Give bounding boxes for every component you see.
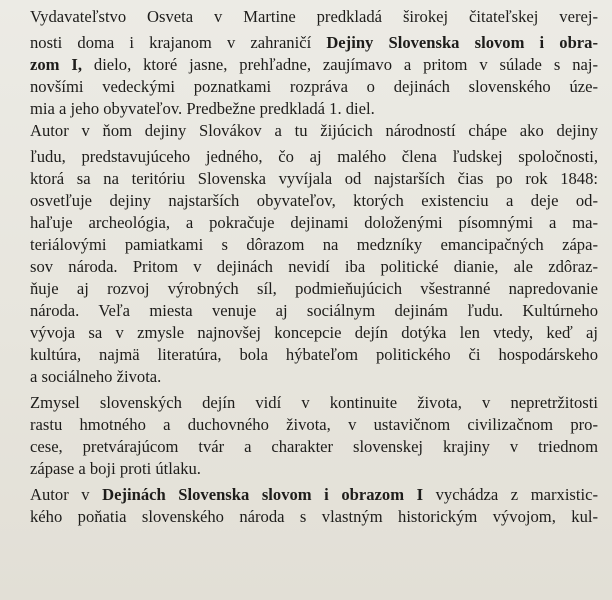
text-line: nosti doma i krajanom v zahraničí Dejiny Slovenska slovom i obra- xyxy=(30,33,598,52)
text-line: zápase a boji proti útlaku. xyxy=(30,459,201,478)
text-line: kultúra, najmä literatúra, bola hýbateľom politického či hospodárskeho xyxy=(30,345,598,364)
text-line: teriálovými pamiatkami s dôrazom na medzníky emancipačných zápa- xyxy=(30,235,598,254)
text-line: haľuje archeológia, a pokračuje dejinami doloženými písomnými a ma- xyxy=(30,213,598,232)
text-line: vývoja sa v zmysle najnovšej koncepcie dejín dotýka len vtedy, keď aj xyxy=(30,323,598,342)
text-line: novšími vedeckými poznatkami rozpráva o dejinách slovenského úze- xyxy=(30,77,598,96)
text-line: ňuje aj rozvoj výrobných síl, podmieňujúcich všestranné napredovanie xyxy=(30,279,598,298)
text-line: Vydavateľstvo Osveta v Martine predkladá širokej čitateľskej verej- xyxy=(30,7,598,26)
text-line: cese, pretvárajúcom tvár a charakter slovenskej krajiny v triednom xyxy=(30,437,598,456)
text-line: rastu hmotného a duchovného života, v ustavičnom civilizačnom pro- xyxy=(30,415,598,434)
text-line: osvetľuje dejiny najstarších obyvateľov, ktorých existenciu a deje od- xyxy=(30,191,598,210)
text-line: sov národa. Pritom v dejinách nevidí iba politické dianie, ale zdôraz- xyxy=(30,257,598,276)
text-line: národa. Veľa miesta venuje aj sociálnym dejinám ľudu. Kultúrneho xyxy=(30,301,598,320)
text-line: mia a jeho obyvateľov. Predbežne predkladá 1. diel. xyxy=(30,99,375,118)
text-line: Zmysel slovenských dejín vidí v kontinuite života, v nepretržitosti xyxy=(30,393,598,412)
text-line: Autor v Dejinách Slovenska slovom i obrazom I vychádza z marxistic- xyxy=(30,485,598,504)
text-line: Autor v ňom dejiny Slovákov a tu žijúcich národností chápe ako dejiny xyxy=(30,121,598,140)
text-line: ktorá sa na teritóriu Slovenska vyvíjala od najstarších čias po rok 1848: xyxy=(30,169,598,188)
text-line: ľudu, predstavujúceho jedného, čo aj malého člena ľudskej spoločnosti, xyxy=(30,147,598,166)
text-line: a sociálneho života. xyxy=(30,367,162,386)
text-line: kého poňatia slovenského národa s vlastným historickým vývojom, kul- xyxy=(30,507,598,526)
text-line: zom I, dielo, ktoré jasne, prehľadne, zaujímavo a pritom v súlade s naj- xyxy=(30,55,598,74)
